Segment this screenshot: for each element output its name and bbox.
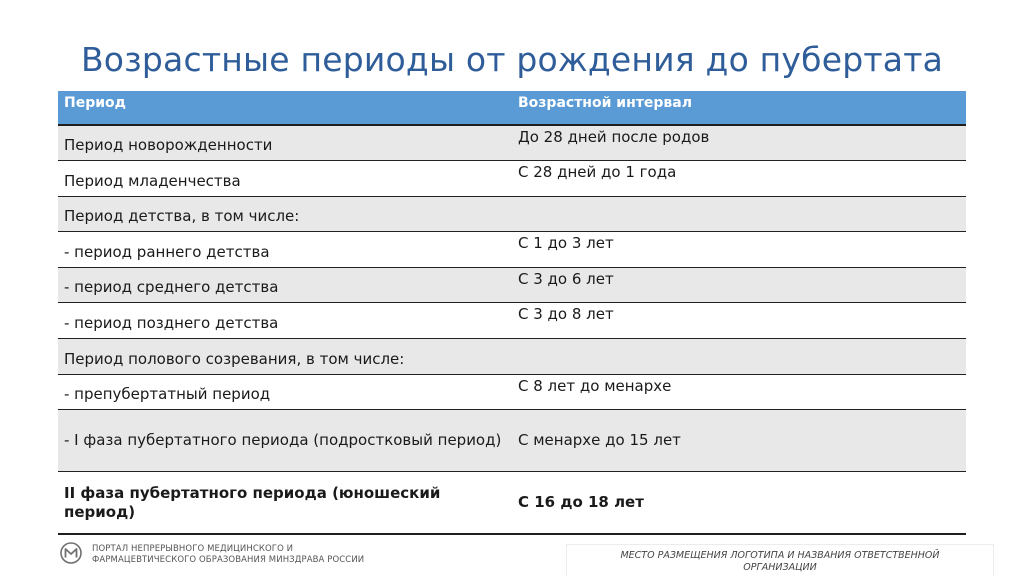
- table-row: [58, 232, 966, 268]
- header-interval: Возрастной интервал: [512, 91, 966, 125]
- table-row: [58, 196, 966, 232]
- portal-logo-icon: [60, 542, 82, 564]
- interval-cell: С 16 до 18 лет: [512, 472, 966, 534]
- table-row: [58, 161, 966, 197]
- table-row: [58, 339, 966, 375]
- interval-cell: С 8 лет до менархе: [512, 374, 966, 410]
- table-row: [58, 267, 966, 303]
- table-row: [58, 303, 966, 339]
- table-row: [58, 125, 966, 161]
- interval-cell: С 3 до 6 лет: [512, 267, 966, 303]
- period-cell: - I фаза пубертатного периода (подростковый период): [58, 410, 512, 472]
- table-header-row: [58, 91, 966, 125]
- table-row: [58, 472, 966, 534]
- organization-logo-placeholder: [566, 544, 994, 576]
- period-cell: - период среднего детства: [58, 267, 512, 303]
- interval-cell: С 3 до 8 лет: [512, 303, 966, 339]
- age-periods-table: [58, 91, 966, 535]
- interval-cell: До 28 дней после родов: [512, 125, 966, 161]
- period-cell: - период позднего детства: [58, 303, 512, 339]
- table-row: [58, 374, 966, 410]
- interval-cell: [512, 339, 966, 375]
- period-cell: Период новорожденности: [58, 125, 512, 161]
- portal-caption-line1: ПОРТАЛ НЕПРЕРЫВНОГО МЕДИЦИНСКОГО И: [92, 544, 294, 554]
- period-cell: Период младенчества: [58, 161, 512, 197]
- interval-cell: [512, 196, 966, 232]
- header-period: Период: [58, 91, 512, 125]
- placeholder-line1: МЕСТО РАЗМЕЩЕНИЯ ЛОГОТИПА И НАЗВАНИЯ ОТВЕТСТВЕННОЙ: [620, 550, 940, 561]
- period-cell: - препубертатный период: [58, 374, 512, 410]
- period-cell: Период полового созревания, в том числе:: [58, 339, 512, 375]
- slide-title: Возрастные периоды от рождения до пубертата: [80, 40, 944, 79]
- portal-caption: [92, 544, 364, 566]
- period-cell: II фаза пубертатного периода (юношеский период): [58, 472, 512, 534]
- interval-cell: С 28 дней до 1 года: [512, 161, 966, 197]
- period-cell: Период детства, в том числе:: [58, 196, 512, 232]
- period-cell: - период раннего детства: [58, 232, 512, 268]
- interval-cell: С 1 до 3 лет: [512, 232, 966, 268]
- placeholder-line2: ОРГАНИЗАЦИИ: [743, 562, 817, 573]
- interval-cell: С менархе до 15 лет: [512, 410, 966, 472]
- portal-caption-line2: ФАРМАЦЕВТИЧЕСКОГО ОБРАЗОВАНИЯ МИНЗДРАВА РОССИИ: [92, 555, 365, 565]
- table-row: [58, 410, 966, 472]
